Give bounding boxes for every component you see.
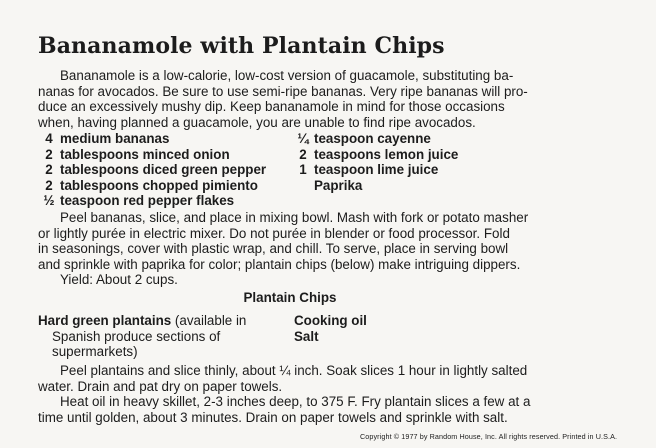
intro-paragraph	[38, 68, 622, 130]
plantain-method-line: Heat oil in heavy skillet, 2-3 inches deep, to 375 F. Fry plantain slices a few at a	[60, 394, 531, 409]
plantain-method-paragraph	[38, 363, 622, 425]
plantain-ingredient-name: Hard green plantains	[38, 313, 172, 328]
ingredient-name: tablespoons diced green pepper	[60, 162, 267, 177]
plantain-ingredients-left	[38, 313, 246, 360]
ingredient-name: teaspoon cayenne	[314, 131, 431, 146]
ingredient-row	[38, 193, 266, 209]
ingredient-row	[38, 178, 266, 194]
method-line: or lightly purée in electric mixer. Do not purée in blender or food processor. Fold	[38, 225, 510, 241]
ingredient-qty: 2	[45, 162, 53, 177]
method-line: Peel bananas, slice, and place in mixing bowl. Mash with fork or potato masher	[60, 210, 529, 225]
ingredient-name: Paprika	[314, 177, 363, 193]
intro-line: duce an excessively mushy dip. Keep bananamole in mind for those occasions	[38, 99, 505, 114]
plantain-ingredient-item: Cooking oil	[294, 313, 367, 328]
ingredient-name: medium bananas	[60, 131, 170, 146]
ingredient-qty: 4	[45, 131, 53, 146]
plantain-ingredient-item: Salt	[294, 328, 319, 344]
ingredient-row	[292, 131, 458, 147]
plantain-ingredient-note-line: Spanish produce sections of	[52, 328, 221, 344]
ingredient-qty: 1	[299, 162, 307, 177]
method-line: and sprinkle with paprika for color; plantain chips (below) make intriguing dippers.	[38, 256, 521, 272]
ingredient-qty: ½	[43, 193, 55, 208]
ingredient-name: tablespoons chopped pimiento	[60, 177, 258, 193]
intro-line: when, having planned a guacamole, you are unable to find ripe avocados.	[38, 114, 476, 130]
ingredient-qty	[292, 178, 314, 194]
plantain-ingredient-note-line: supermarkets)	[52, 344, 138, 359]
ingredient-row	[38, 162, 266, 178]
ingredient-row	[38, 131, 266, 147]
plantain-ingredients-right	[294, 313, 367, 344]
plantain-chips-heading: Plantain Chips	[243, 290, 337, 305]
ingredient-row	[292, 147, 458, 163]
intro-line: Bananamole is a low-calorie, low-cost version of guacamole, substituting ba-	[60, 68, 514, 83]
method-paragraph	[38, 210, 622, 288]
ingredient-name: teaspoon red pepper flakes	[60, 193, 235, 208]
ingredient-qty: 2	[45, 177, 53, 193]
ingredient-qty: 2	[45, 146, 53, 162]
method-line: in seasonings, cover with plastic wrap, and chill. To serve, place in serving bowl	[38, 241, 509, 256]
ingredient-qty: 2	[299, 146, 307, 162]
plantain-ingredient-first	[38, 313, 246, 329]
ingredient-name: tablespoons minced onion	[60, 146, 230, 162]
ingredient-row	[292, 178, 458, 194]
plantain-ingredient-note: (available in	[171, 313, 247, 328]
ingredient-row	[292, 162, 458, 178]
intro-line: nanas for avocados. Be sure to use semi-ripe bananas. Very ripe bananas will pro-	[38, 83, 528, 99]
ingredient-name: teaspoons lemon juice	[314, 146, 459, 162]
ingredient-name: teaspoon lime juice	[314, 162, 439, 177]
plantain-method-line: water. Drain and pat dry on paper towels.	[38, 378, 283, 394]
plantain-method-line: time until golden, about 3 minutes. Drain on paper towels and sprinkle with salt.	[38, 409, 508, 425]
ingredient-row	[38, 147, 266, 163]
ingredients-left-column	[38, 131, 266, 209]
plantain-method-line: Peel plantains and slice thinly, about ¼ inch. Soak slices 1 hour in lightly salted	[60, 363, 528, 378]
ingredient-qty: ¼	[297, 131, 309, 146]
yield-line: Yield: About 2 cups.	[60, 272, 178, 287]
ingredients-right-column	[292, 131, 458, 193]
copyright-notice: Copyright © 1977 by Random House, Inc. All rights reserved. Printed in U.S.A.	[360, 432, 618, 441]
recipe-title: Bananamole with Plantain Chips	[38, 33, 445, 59]
